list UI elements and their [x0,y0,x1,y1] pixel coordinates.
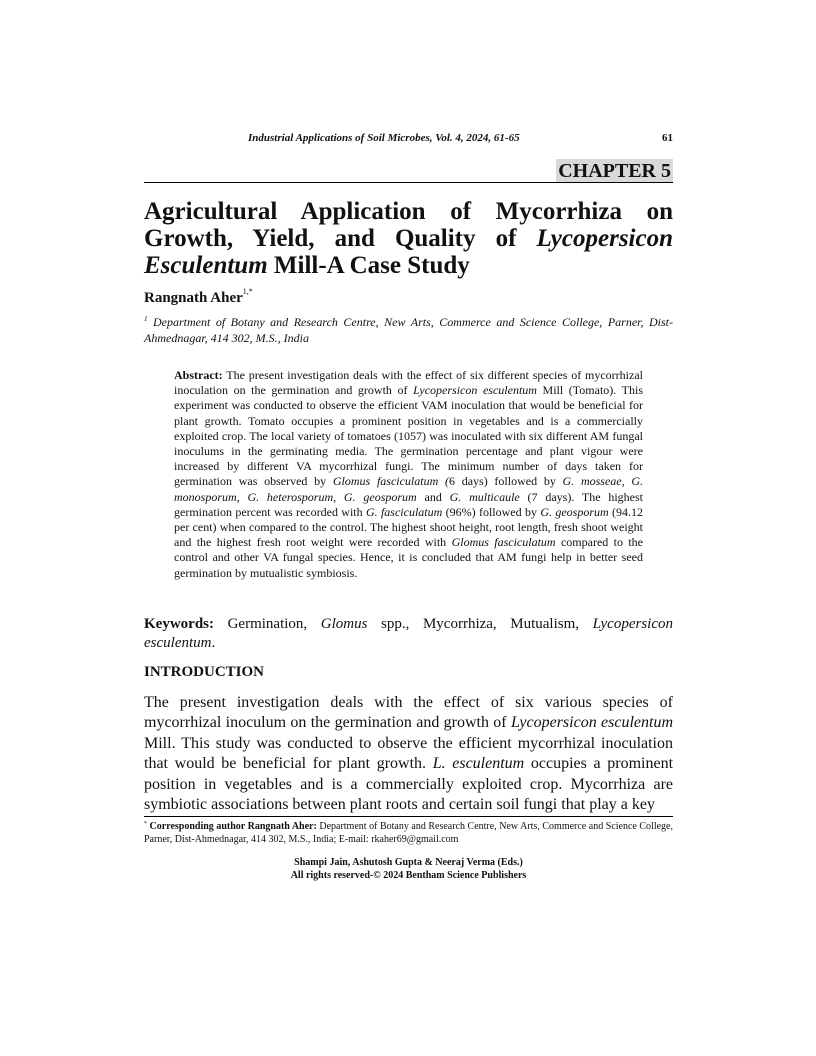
editors-line: Shampi Jain, Ashutosh Gupta & Neeraj Verma (Eds.) [294,857,523,868]
author-name: Rangnath Aher [144,290,243,306]
affiliation: $^1$ Department of Botany and Research Centre, New Arts, Commerce and Science College, Parner, Dist- Ahmednagar, 414 302, M.S., India [144,315,673,345]
rights-line: All rights reserved-© 2024 Bentham Science Publishers [290,870,527,881]
footnote: * Corresponding author Rangnath Aher: Department of Botany and Research Centre, New Arts, Commerce and Science College, Parner, Dist-Ahmednagar, 414 302, M.S., India; E-mail: rkaher69@gmail.com [144,821,673,845]
abstract: Abstract: The present investigation deals with the effect of six different species of mycorrhizal inoculation on the germination and growth of Lycopersicon esculentum Mill (Tomato). This experiment was conducted to observe the efficient VAM inoculation that would be beneficial for plant growth. Tomato occupies a prominent position in vegetables and is a commercially exploited crop. The local variety of tomatoes (1057) was inoculated with six different AM fungal inoculums in the germinating media. The germination percentage and plant vigour were increased by different VA mycorrhizal fungi. The minimum number of days taken for germination was observed by Glomus fasciculatum (6 days) followed by G. mosseae, G. monosporum, G. heterosporum, G. geosporum and G. multicaule (7 days). The highest germination percent was recorded with G. fasciculatum (96%) followed by G. geosporum (94.12 per cent) when compared to the control. The highest shoot height, root length, fresh shoot weight and the highest fresh root weight were recorded with Glomus fasciculatum compared to the control and other VA fungal species. Hence, it is concluded that AM fungi help in better seed germination by mutualistic symbiosis. [174,368,644,580]
page-number: 61 [662,132,673,144]
keywords-label: Keywords: [144,616,214,632]
author [144,287,253,307]
chapter-label: CHAPTER 5 [558,160,671,182]
chapter-rule [144,182,673,183]
journal-citation: Industrial Applications of Soil Microbes, Vol. 4, 2024, 61-65 [248,132,520,144]
publisher-info [144,856,673,882]
footnote-rule [144,816,673,817]
introduction-paragraph: The present investigation deals with the effect of six various species of mycorrhizal inoculum on the germination and growth of Lycopersicon esculentum Mill. This study was conducted to observe the efficient mycorrhizal inoculation that would be beneficial for plant growth. L. esculentum occupies a prominent position in vegetables and is a commercially exploited crop. Mycorrhiza are symbiotic associations between plant roots and certain soil fungi that play a key [144,694,674,814]
running-header [144,132,673,150]
keywords: Keywords: Germination, Glomus spp., Mycorrhiza, Mutualism, Lycopersicon esculentum. [144,616,673,651]
author-marks: 1,* [242,287,253,296]
section-heading-introduction: INTRODUCTION [144,664,265,680]
chapter-title: Agricultural Application of Mycorrhiza on Growth, Yield, and Quality of Lycopersicon Esculentum Mill-A Case Study [144,198,673,279]
abstract-label: Abstract: [174,368,223,382]
